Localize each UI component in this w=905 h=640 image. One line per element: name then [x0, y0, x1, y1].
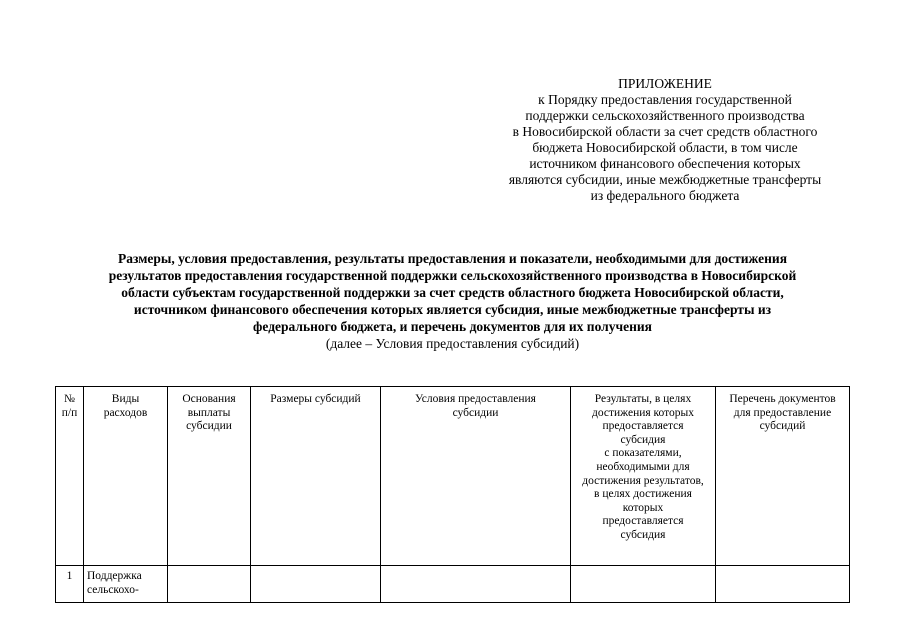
- table-header-row: [56, 387, 850, 566]
- column-header-text: с показателями,: [604, 447, 682, 460]
- column-header-text: предоставляется: [602, 515, 684, 528]
- table-cell: [168, 566, 251, 603]
- column-header-text: п/п: [61, 406, 78, 419]
- column-header-text: Виды: [111, 393, 140, 405]
- column-header: [716, 387, 850, 566]
- column-header-text: Основания: [182, 393, 236, 405]
- appendix-line: к Порядку предоставления государственной: [538, 92, 792, 107]
- column-header: [56, 387, 84, 566]
- column-header-text: №: [64, 393, 75, 405]
- column-header: [381, 387, 571, 566]
- appendix-header: [480, 76, 850, 204]
- column-header-text: субсидия: [620, 433, 666, 446]
- title-line: области субъектам государственной поддержки за счет средств областного бюджета Новосибирской области,: [121, 285, 784, 300]
- column-header-text: субсидии: [186, 420, 232, 433]
- table-cell: [716, 566, 850, 603]
- column-header-text: которых: [622, 501, 664, 514]
- column-header: [168, 387, 251, 566]
- title-bold-block: [40, 250, 865, 335]
- column-header-text: необходимыми для: [596, 460, 690, 473]
- row-number-cell: [56, 566, 84, 603]
- column-header-text: Размеры субсидий: [270, 393, 361, 405]
- title-subtitle: (далее – Условия предоставления субсидий): [325, 336, 580, 351]
- table-cell: [251, 566, 381, 603]
- cell-text: 1: [66, 570, 73, 582]
- cell-text: сельскохо-: [87, 583, 139, 596]
- appendix-line: бюджета Новосибирской области, в том числе: [532, 140, 798, 155]
- column-header-text: достижения результатов,: [582, 474, 704, 487]
- subsidy-conditions-table: [55, 386, 850, 603]
- cell-text: Поддержка: [87, 570, 142, 582]
- column-header: [251, 387, 381, 566]
- title-line: Размеры, условия предоставления, результаты предоставления и показатели, необходимыми для достижения: [117, 251, 788, 266]
- column-header-text: достижения которых: [592, 406, 694, 419]
- column-header-text: в целях достижения: [594, 488, 692, 501]
- column-header: [84, 387, 168, 566]
- column-header-text: субсидия: [620, 528, 666, 541]
- column-header-text: субсидии: [452, 406, 499, 419]
- column-header-text: Перечень документов: [729, 393, 836, 405]
- column-header-text: для предоставление: [733, 406, 832, 419]
- table-cell: [84, 566, 168, 603]
- column-header-text: выплаты: [187, 406, 231, 419]
- table-row: [56, 566, 850, 603]
- title-line: федерального бюджета, и перечень документов для их получения: [253, 319, 652, 334]
- appendix-line: поддержки сельскохозяйственного производства: [525, 108, 805, 123]
- appendix-line: источником финансового обеспечения которых: [529, 156, 801, 171]
- appendix-line: являются субсидии, иные межбюджетные трансферты: [508, 172, 822, 187]
- column-header-text: субсидий: [759, 420, 806, 433]
- title-line: источником финансового обеспечения которых является субсидия, иные межбюджетные трансферты из: [133, 302, 772, 317]
- appendix-title: ПРИЛОЖЕНИЕ: [618, 76, 712, 91]
- table-cell: [381, 566, 571, 603]
- column-header-text: Условия предоставления: [415, 393, 536, 405]
- column-header-text: расходов: [103, 406, 148, 419]
- title-line: результатов предоставления государственной поддержки сельскохозяйственного производства в Новосибирской: [108, 268, 797, 283]
- column-header: [571, 387, 716, 566]
- appendix-line: в Новосибирской области за счет средств областного: [512, 124, 818, 139]
- document-title: [40, 250, 865, 352]
- column-header-text: предоставляется: [602, 420, 684, 433]
- table-cell: [571, 566, 716, 603]
- appendix-line: из федерального бюджета: [590, 188, 740, 203]
- column-header-text: Результаты, в целях: [594, 393, 692, 405]
